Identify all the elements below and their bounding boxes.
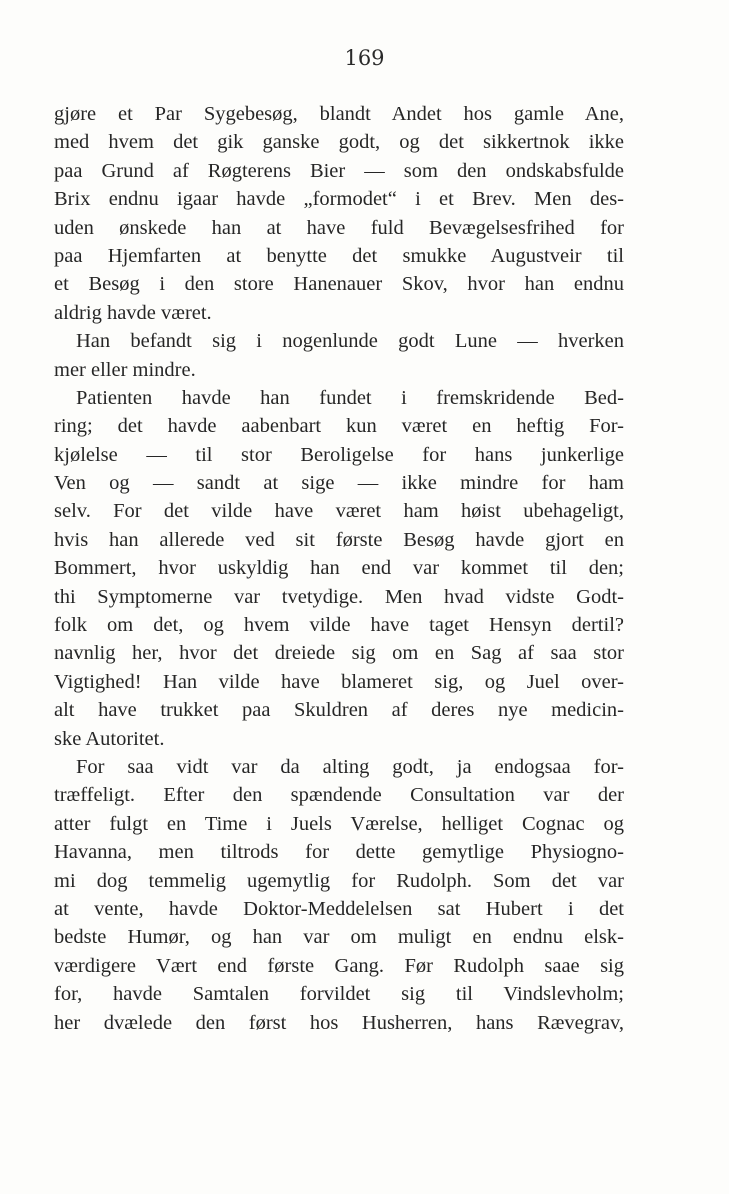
text-line: aldrig havde været. [54,301,212,324]
text-line: Havanna, men tiltrods for dette gemytlige Physiogno- [54,841,624,864]
text-line: her dvælede den først hos Husherren, hans Rævegrav, [54,1011,624,1034]
text-line: mi dog temmelig ugemytlig for Rudolph. Som det var [54,869,624,892]
text-line: ske Autoritet. [54,727,165,750]
text-line: hvis han allerede ved sit første Besøg havde gjort en [54,528,624,551]
text-line: uden ønskede han at have fuld Bevægelsesfrihed for [54,216,624,239]
text-line: navnlig her, hvor det dreiede sig om en Sag af saa stor [54,642,624,665]
text-line: kjølelse — til stor Beroligelse for hans junkerlige [54,443,624,466]
text-line: med hvem det gik ganske godt, og det sikkertnok ikke [54,131,624,154]
text-line: Patienten havde han fundet i fremskridende Bed- [76,386,624,409]
text-line: et Besøg i den store Hanenauer Skov, hvor han endnu [54,273,624,296]
text-line: bedste Humør, og han var om muligt en endnu elsk- [54,926,624,949]
text-line: For saa vidt var da alting godt, ja endogsaa for- [76,755,624,778]
text-line: Vigtighed! Han vilde have blameret sig, og Juel over- [54,670,624,693]
body-text [54,100,624,1037]
text-line: atter fulgt en Time i Juels Værelse, helliget Cognac og [54,812,624,835]
text-line: Ven og — sandt at sige — ikke mindre for ham [54,472,624,495]
text-line: folk om det, og hvem vilde have taget Hensyn dertil? [54,614,624,637]
page-number: 169 [344,46,385,70]
text-line: træffeligt. Efter den spændende Consultation var der [54,784,624,807]
text-line: Bommert, hvor uskyldig han end var kommet til den; [54,557,624,580]
text-line: for, havde Samtalen forvildet sig til Vindslevholm; [54,983,624,1006]
text-line: at vente, havde Doktor-Meddelelsen sat Hubert i det [54,897,624,920]
text-line: thi Symptomerne var tvetydige. Men hvad vidste Godt- [54,585,624,608]
text-line: ring; det havde aabenbart kun været en heftig For- [54,415,624,438]
text-line: mer eller mindre. [54,358,196,381]
text-line: Brix endnu igaar havde „formodet“ i et Brev. Men des- [54,188,624,211]
text-line: paa Hjemfarten at benytte det smukke Augustveir til [54,244,624,267]
text-line: Han befandt sig i nogenlunde godt Lune — hverken [76,330,624,353]
text-line: selv. For det vilde have været ham høist ubehageligt, [54,500,624,523]
text-line: paa Grund af Røgterens Bier — som den ondskabsfulde [54,159,624,182]
text-line: værdigere Vært end første Gang. Før Rudolph saae sig [54,954,624,977]
text-line: gjøre et Par Sygebesøg, blandt Andet hos gamle Ane, [54,103,624,125]
text-line: alt have trukket paa Skuldren af deres nye medicin- [54,699,624,722]
